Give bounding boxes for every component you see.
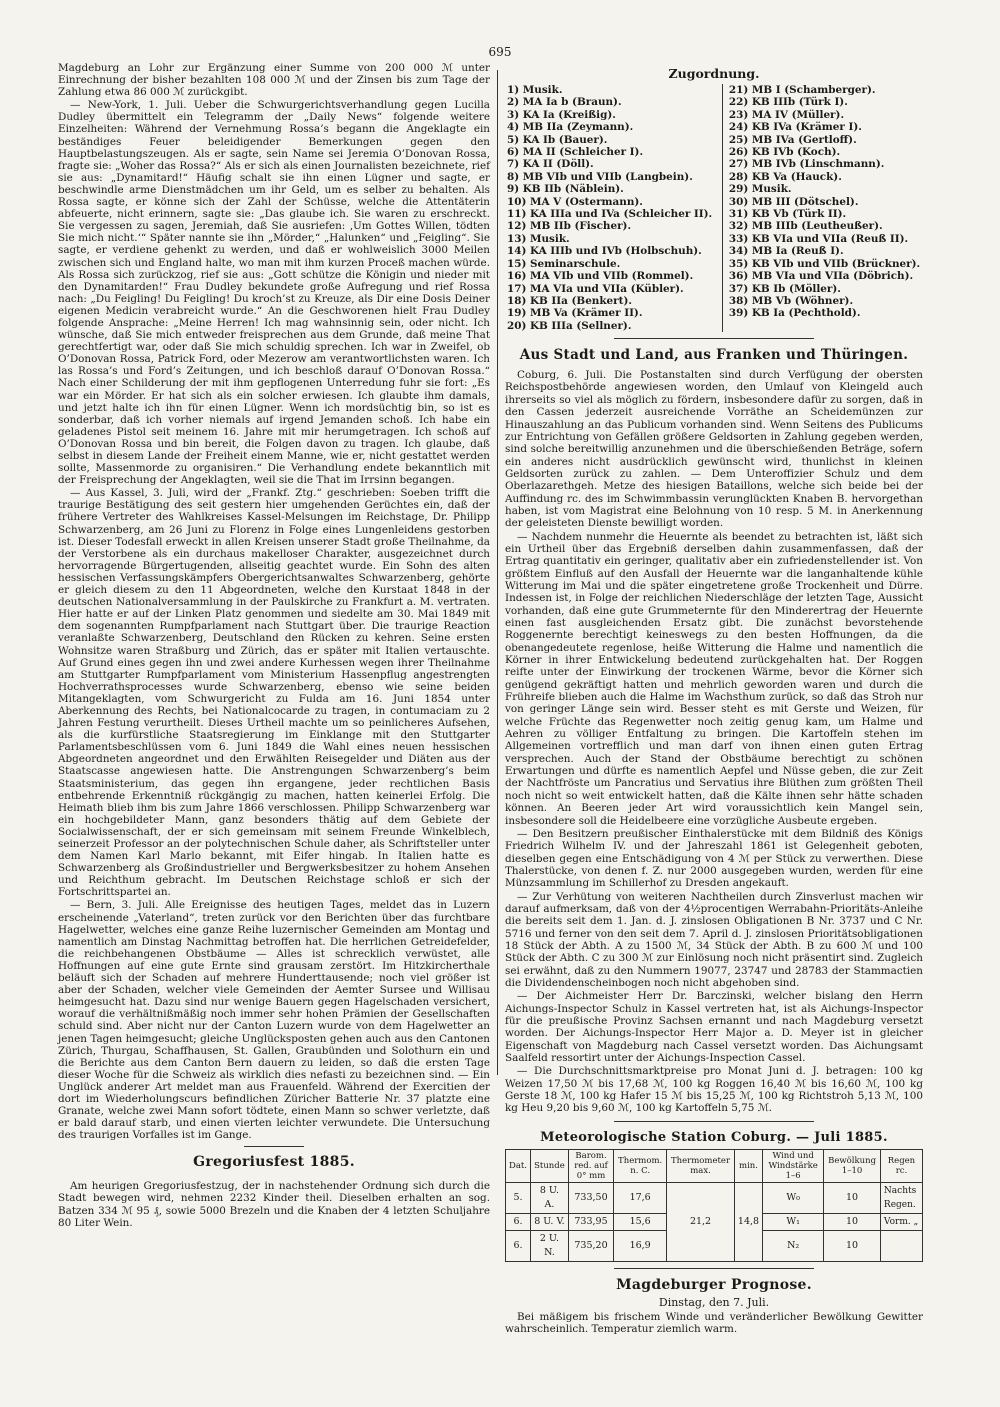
zugordnung-row (505, 96, 923, 108)
weather-cell: N₂ (763, 1230, 824, 1261)
article-thaler: — Den Besitzern preußischer Einthalerstücke mit dem Bildniß des Königs Friedrich Wilhelm IV. und der Jahreszahl 1861 ist Gelegenheit geboten, dieselben gegen eine Entschädigung von 4 ℳ per Stück zu verwerthen. Diese Thalerstücke, von denen f. Z. nur 2000 ausgegeben wurden, werden für eine Münzsammlung im Schillerhof zu Dresden angekauft. (505, 827, 923, 890)
weather-cell: Nachts Regen. (880, 1182, 922, 1213)
zugordnung-row (505, 183, 923, 195)
zugordnung-row (505, 270, 923, 282)
weather-cell: 735,20 (568, 1230, 613, 1261)
weather-cell: Vorm. „ (880, 1213, 922, 1230)
zugordnung-entry: 10) MA V (Ostermann). (505, 196, 722, 208)
zugordnung-entry: 33) KB VIa und VIIa (Reuß II). (728, 232, 909, 245)
zugordnung-row (505, 245, 923, 257)
zugordnung-entry: 9) KB IIb (Näblein). (505, 183, 722, 195)
zugordnung-list (505, 84, 923, 332)
page-number: 695 (488, 45, 512, 59)
article-kassel: — Aus Kassel, 3. Juli, wird der „Frankf. Ztg.“ geschrieben: Soeben trifft die traurige Bestätigung des seit gestern hier umgehenden Gerüchtes ein, daß der frühere Vertreter des Wahlkreises Kassel-Melsungen im Reichstage, Dr. Philipp Schwarzenberg, am 26 Juni zu Florenz in Folge eines Lungenleidens gestorben ist. Dieser Todesfall erweckt in allen Kreisen unserer Stadt große Theilnahme, da der Verstorbene als ein durchaus makelloser Charakter, ausgezeichnet durch hervorragende Bürgertugenden, allseitig geachtet wurde. Ein Sohn des alten hessischen Verfassungskämpfers Obergerichtsanwaltes Schwarzenberg, gehörte er gleich diesem zu den 11 Abgeordneten, welche den Kurstaat 1848 in der deutschen Nationalversammlung in der Paulskirche zu Frankfurt a. M. vertraten. Hier hatte er auf der Linken Platz genommen und siedelte am 30. Mai 1849 mit dem sogenannten Rumpfparlament nach Stuttgart über. Die traurige Reaction veranlaßte Schwarzenberg, Deutschland den Rücken zu kehren. Seine ersten Wohnsitze waren Straßburg und Zürich, das er später mit Italien vertauschte. Auf Grund eines gegen ihn und zwei andere Kurhessen wegen ihrer Theilnahme am Stuttgarter Rumpfparlament vom Ministerium Hassenpflug angestrengten Hochverrathsprocesses wurde Schwarzenberg, ebenso wie seine beiden Mitangeklagten, vom Schwurgericht zu Fulda am 16. Juni 1854 unter Aberkennung des Rechts, bei Nationalcocarde zu tragen, in contumaciam zu 2 Jahren Festung verurtheilt. Dieses Urtheil machte um so peinlicheres Aufsehen, als die kurfürstliche Staatsregierung im Einklange mit den Stuttgarter Parlamentsbeschlüssen vom 6. Juni 1849 die Wahl eines neuen hessischen Abgeordneten angeordnet und den Erwählten Reisegelder und Diäten aus der Staatscasse angewiesen hatte. Die Anstrengungen Schwarzenberg’s beim Staatsministerium, das gegen ihn ergangene, jeder rechtlichen Basis entbehrende Erkenntniß rückgängig zu machen, hatten keinerlei Erfolg. Die Heimath blieb ihm bis zum Jahre 1866 verschlossen. Philipp Schwarzenberg war ein hochgebildeter Mann, ganz besonders thätig auf dem Gebiete der Socialwissenschaft, der er sich gemeinsam mit seinem Freunde Winkelblech, seinerzeit Professor an der polytechnischen Schule daher, als Schriftsteller unter dem Namen Karl Marlo bekannt, mit Eifer hingab. In Italien hatte es Schwarzenberg als Großindustrieller und Bergwerksbesitzer zu hohem Ansehen und Reichthum gebracht. Im Deutschen Reichstage schloß er sich der Fortschrittspartei an. (58, 487, 490, 899)
weather-cell: 10 (824, 1182, 881, 1213)
weather-cell: 16,9 (614, 1230, 667, 1261)
zugordnung-entry: 1) Musik. (505, 84, 722, 96)
article-werrabahn: — Zur Verhütung von weiteren Nachtheilen durch Zinsverlust machen wir darauf aufmerksam, daß von der 4½procentigen Werrabahn-Prioritäts-Anleihe die bereits seit dem 1. Jan. d. J. zinslosen Obligationen B Nr. 3737 und C Nr. 5716 und ferner von den seit dem 7. April d. J. zinslosen Prioritätsobligationen 18 Stück der Abth. A zu 1500 ℳ, 34 Stück der Abth. B zu 600 ℳ und 100 Stück der Abth. C zu 300 ℳ zur Einlösung noch nicht präsentirt sind. Zugleich sei erwähnt, daß zu den Nummern 19077, 23747 und 28783 der Stammactien die Dividendenscheinbogen noch nicht abgehoben sind. (505, 890, 923, 989)
zugordnung-entry: 4) MB IIa (Zeymann). (505, 121, 722, 133)
weather-cell: 17,6 (614, 1182, 667, 1213)
stadt-land-heading: Aus Stadt und Land, aus Franken und Thüringen. (519, 347, 909, 364)
weather-cell: 6. (506, 1213, 531, 1230)
zugordnung-heading: Zugordnung. (668, 66, 760, 81)
zugordnung-row (505, 208, 923, 220)
zugordnung-entry: 26) KB IVb (Koch). (728, 146, 841, 159)
zugordnung-entry: 11) KA IIIa und IVa (Schleicher II). (505, 208, 722, 220)
zugordnung-row (505, 196, 923, 208)
article-heuernte: — Nachdem nunmehr die Heuernte als beendet zu betrachten ist, läßt sich ein Urtheil über das Ergebniß derselben dahin zusammenfassen, daß der Ertrag quantitativ ein geringer, qualitativ aber ein zufriedenstellender ist. Von größtem Einfluß auf den Ausfall der Heuernte war die langanhaltende kühle Witterung im Mai und die später eingetretene große Trockenheit und Dürre. Indessen ist, in Folge der reichlichen Niederschläge der letzten Tage, Aussicht vorhanden, daß eine gute Grummeternte für den Minderertrag der Heuernte einen fast ausgleichenden Ersatz gibt. Die zunächst bevorstehende Roggenernte berechtigt keineswegs zu den besten Hoffnungen, da die obenangedeutete regenlose, heiße Witterung die Halme und namentlich die Körner in ihrer Entwickelung bedeutend zurückgehalten hat. Der Roggen reifte unter der Einwirkung der trockenen Wärme, bevor die Körner sich genügend gekräftigt hatten und mehrlich geworden waren und durch die Frühreife blieben auch die Halme im Wachsthum zurück, so daß das Stroh nur von geringer Länge sein wird. Besser steht es mit Gerste und Weizen, für welche Früchte das Regenwetter noch zeitig genug kam, um Halme und Aehren zu völliger Entfaltung zu bringen. Die Kartoffeln stehen im Allgemeinen vortrefflich und man darf von ihnen einen guten Ertrag versprechen. Auch der Stand der Obstbäume berechtigt zu schönen Erwartungen und dürfte es namentlich Aepfel und Nüsse geben, die zur Zeit der Nachtfröste um Pancratius und Servatius ihre Blüthen zum größten Theil noch nicht so weit entwickelt hatten, daß die Kälte ihnen sehr hätte schaden können. An Beeren jeder Art wird voraussichtlich kein Mangel sein, insbesondere soll die Heidelbeere eine vorzügliche Ausbeute ergeben. (505, 530, 923, 827)
weather-cell: 21,2 (667, 1182, 735, 1261)
weather-row (506, 1182, 923, 1213)
zugordnung-entry: 20) KB IIIa (Sellner). (505, 320, 722, 332)
zugordnung-entry: 24) KB IVa (Krämer I). (728, 121, 862, 134)
zugordnung-entry: 19) MB Va (Krämer II). (505, 307, 722, 319)
zugordnung-entry: 36) MB VIa und VIIa (Döbrich). (728, 270, 914, 283)
weather-heading: Meteorologische Station Coburg. — Juli 1885. (540, 1129, 888, 1145)
weather-cell: 15,6 (614, 1213, 667, 1230)
divider (614, 1268, 814, 1269)
zugordnung-row (505, 295, 923, 307)
weather-cell: W₀ (763, 1182, 824, 1213)
zugordnung-entry: 30) MB III (Dötschel). (728, 195, 859, 208)
right-column (505, 62, 923, 1336)
article-magdeburg-end: Magdeburg an Lohr zur Ergänzung einer Summe von 200 000 ℳ unter Einrechnung der bisher bezahlten 108 000 ℳ und der Zinsen bis zum Tage der Zahlung etwa 86 000 ℳ zurückgibt. (58, 62, 490, 99)
zugordnung-row (505, 121, 923, 133)
prognose-text: Bei mäßigem bis frischem Winde und veränderlicher Bewölkung Gewitter wahrscheinlich. Temperatur ziemlich warm. (505, 1310, 923, 1335)
weather-cell: 5. (506, 1182, 531, 1213)
zugordnung-entry: 18) KB IIa (Benkert). (505, 295, 722, 307)
zugordnung-entry: 8) MB VIb und VIIb (Langbein). (505, 171, 722, 183)
weather-table (505, 1149, 923, 1262)
zugordnung-entry: 34) MB Ia (Reuß I). (728, 245, 844, 258)
zugordnung-entry: 38) MB Vb (Wöhner). (728, 294, 854, 307)
zugordnung-entry: 17) MA VIa und VIIa (Kübler). (505, 283, 722, 295)
zugordnung-entry: 31) KB Vb (Türk II). (728, 208, 847, 221)
zugordnung-entry: 25) MB IVa (Gertloff). (728, 133, 857, 146)
divider (614, 338, 814, 339)
zugordnung-entry: 39) KB Ia (Pechthold). (728, 307, 861, 320)
weather-cell: 6. (506, 1230, 531, 1261)
zugordnung-entry: 22) KB IIIb (Türk I). (728, 96, 848, 109)
zugordnung-entry: 2) MA Ia b (Braun). (505, 96, 722, 108)
zugordnung-row (505, 171, 923, 183)
divider (244, 1146, 304, 1147)
zugordnung-entry: 29) Musik. (728, 183, 792, 196)
weather-header: Dat. (506, 1149, 531, 1182)
zugordnung-entry: 23) MA IV (Müller). (728, 108, 845, 121)
prognose-date: Dinstag, den 7. Juli. (658, 1295, 770, 1309)
divider (614, 1121, 814, 1122)
zugordnung-row (505, 134, 923, 146)
article-new-york: — New-York, 1. Juli. Ueber die Schwurgerichtsverhandlung gegen Lucilla Dudley übermittelt ein Telegramm der „Daily News“ folgende weitere Einzelheiten: Während der Vernehmung Rossa’s begann die Angeklagte ein beständiges Feuer beleidigender Bemerkungen gegen den Hauptbelastungszeugen. Als er sagte, sein Name sei Jeremia O’Donovan Rossa, fragte sie: „Woher das Rossa?“ Als er sich als einen Journalisten bezeichnete, rief sie aus: „Dynamitard!“ Häufig schalt sie ihn einen Lügner und sagte, er beschwindle arme Dienstmädchen um ihr Geld, um es selber zu behalten. Als Rossa sagte, er könne sich der Zahl der Schüsse, welche die Attentäterin abfeuerte, nicht erinnern, sagte sie: „Das glaube ich. Sie waren zu erschreckt. Sie vergessen zu sagen, Jeremiah, daß Sie ausriefen: ‚Um Gottes Willen, tödten Sie mich nicht.‘“ Später nannte sie ihn „Mörder,“ „Halunken“ und „Feigling“. Sie sagte, er verdiene gehenkt zu werden, und daß er wohlweislich 3000 Meilen zwischen sich und England halte, wo man mit ihm kurzen Proceß machen würde. Als Rossa sich zurückzog, rief sie aus: „Gott schütze die Königin und nieder mit den Dynamitarden!“ Frau Dudley bekundete große Aufregung und rief Rossa nach: „Du Feigling! Du Feigling! Du kroch’st zu Kreuze, als Dir eine Dosis Deiner eigenen Medicin verabreicht wurde.“ An die Geschworenen hielt Frau Dudley folgende Ansprache: „Meine Herren! Ich mag wahnsinnig sein, oder nicht. Ich wünsche, daß Sie mich entweder freisprechen aus dem Grunde, daß meine That gerechtfertigt war, oder daß Sie mich schuldig sprechen. Ich war in Zweifel, ob O’Donovan Rossa, Patrick Ford, oder Mezerow am verantwortlichsten waren. Ich las Rossa’s und Ford’s Zeitungen, und ich beschloß darauf O’Donovan Rossa.“ Nach einer Schilderung der mit ihm gepflogenen Unterredung fuhr sie fort: „Es war ein Mörder. Er hat sich als ein solcher erwiesen. Ich glaubte ihm damals, und jetzt halte ich ihn für einen Lügner. Wenn ich mordsüchtig bin, so ist es sonderbar, daß ich vorher niemals auf irgend Jemanden schoß. Ich habe ein geladenes Pistol seit meinem 16. Jahre mit mir herumgetragen. Ich schoß auf O’Donovan Rossa und bin bereit, die Folgen davon zu tragen. Ich glaube, daß selbst in diesem Lande der Freiheit einem Manne, wie er, nicht gestattet werden sollte, Massenmorde zu organisiren.“ Die Verhandlung endete bekanntlich mit der Freisprechung der Angeklagten, weil sie die That im Irrsinn begangen. (58, 99, 490, 487)
zugordnung-row (505, 146, 923, 158)
weather-cell: 10 (824, 1213, 881, 1230)
weather-cell: 14,8 (734, 1182, 762, 1261)
zugordnung-entry: 7) KA II (Döll). (505, 158, 722, 170)
zugordnung-entry: 14) KA IIIb und IVb (Holbschuh). (505, 245, 722, 257)
zugordnung-row (505, 320, 923, 332)
zugordnung-entry: 32) MB IIIb (Leutheußer). (728, 220, 883, 233)
article-coburg: Coburg, 6. Juli. Die Postanstalten sind durch Verfügung der obersten Reichspostbehörde angewiesen worden, den Umlauf von Kleingeld auch ihrerseits so viel als möglich zu fördern, insbesondere dafür zu sorgen, daß in den Cassen jederzeit ausreichende Vorräthe an Scheidemünzen zur Hinauszahlung an das Publicum vorhanden sind. Wenn Seitens des Publicums zur Entrichtung von Gefällen größere Geldsorten in Zahlung gegeben werden, sind solche bereitwillig anzunehmen und die überschießenden Beträge, sofern ein anderes nicht ausdrücklich gewünscht wird, thunlichst in kleinen Geldsorten zurück zu zahlen. — Dem Unteroffizier Schulz und dem Oberlazarethgeh. Metze des hiesigen Bataillons, welche sich beide bei der Auffindung rc. des im Schwimmbassin verunglückten Knaben B. hervorgethan haben, ist vom Magistrat eine Belohnung von 10 resp. 5 M. in Anerkennung der geleisteten Dienste bewilligt worden. (505, 369, 923, 530)
zugordnung-entry: 28) KB Va (Hauck). (728, 170, 842, 183)
zugordnung-row (505, 233, 923, 245)
zugordnung-entry: 6) MA II (Schleicher I). (505, 146, 722, 158)
weather-cell: 8 U. V. (531, 1213, 569, 1230)
weather-header: min. (734, 1149, 762, 1182)
zugordnung-entry: 16) MA VIb und VIIb (Rommel). (505, 270, 722, 282)
zugordnung-entry: 15) Seminarschule. (505, 258, 722, 270)
article-aichung: — Der Aichmeister Herr Dr. Barczinski, welcher bislang den Herrn Aichungs-Inspector Schulz in Kassel vertreten hat, ist als Aichungs-Inspector für die preußische Provinz Sachsen ernannt und nach Magdeburg versetzt worden. Der Aichungs-Inspector Herr Major a. D. Meyer ist in gleicher Eigenschaft von Magdeburg nach Cassel versetzt worden. Das Aichungsamt Saalfeld ressortirt unter der Aichungs-Inspection Cassel. (505, 990, 923, 1065)
weather-cell: W₁ (763, 1213, 824, 1230)
weather-header: Bewölkung 1–10 (824, 1149, 881, 1182)
weather-header: Wind und Windstärke 1–6 (763, 1149, 824, 1182)
weather-header: Thermom. n. C. (614, 1149, 667, 1182)
weather-header: Thermometer max. (667, 1149, 735, 1182)
zugordnung-entry (722, 320, 923, 332)
zugordnung-row (505, 84, 923, 96)
zugordnung-entry: 27) MB IVb (Linschmann). (728, 158, 885, 171)
zugordnung-entry: 12) MB IIb (Fischer). (505, 220, 722, 232)
weather-cell: 733,95 (568, 1213, 613, 1230)
weather-cell: 10 (824, 1230, 881, 1261)
zugordnung-row (505, 258, 923, 270)
weather-cell: 733,50 (568, 1182, 613, 1213)
weather-cell: 8 U. A. (531, 1182, 569, 1213)
zugordnung-entry: 21) MB I (Schamberger). (728, 84, 876, 96)
zugordnung-entry: 3) KA Ia (Kreißig). (505, 109, 722, 121)
left-column (58, 62, 490, 1230)
article-marktpreise: — Die Durchschnittsmarktpreise pro Monat Juni d. J. betragen: 100 kg Weizen 17,50 ℳ bis 17,68 ℳ, 100 kg Roggen 16,40 ℳ bis 16,60 ℳ, 100 kg Gerste 18 ℳ, 100 kg Hafer 15 ℳ bis 15,25 ℳ, 100 kg Richtstroh 5,13 ℳ, 100 kg Heu 9,20 bis 9,60 ℳ, 100 kg Kartoffeln 5,75 ℳ. (505, 1065, 923, 1115)
zugordnung-row (505, 109, 923, 121)
zugordnung-entry: 35) KB VIb und VIIb (Brückner). (728, 257, 921, 270)
article-bern: — Bern, 3. Juli. Alle Ereignisse des heutigen Tages, meldet das in Luzern erscheinende „Vaterland“, treten zurück vor den Berichten über das furchtbare Hagelwetter, welches eine ganze Reihe luzernischer Gemeinden am Montag und namentlich am Dinstag Nachmittag betroffen hat. Die herrlichen Getreidefelder, die reichbehangenen Obstbäume — Alles ist schrecklich verwüstet, alle Hoffnungen auf eine gute Ernte sind grausam zerstört. Im Hitzkircherthale beläuft sich der Schaden auf mehrere Hunderttausende; noch viel größer ist aber der Schaden, welcher viele Gemeinden der Aemter Sursee und Willisau heimgesucht hat. Dazu sind nur wenige Bauern gegen Hagelschaden versichert, worauf die verhältnißmäßig noch immer sehr hohen Prämien der Gesellschaften schuld sind. Aber nicht nur der Canton Luzern wurde von dem Hagelwetter an jenen Tagen heimgesucht; gleiche Unglücksposten gehen auch aus den Cantonen Zürich, Thurgau, Schaffhausen, St. Gallen, Graubünden und Solothurn ein und die Berichte aus dem Canton Bern dauern zu leiden, so daß die ersten Tage dieser Woche für die Schweiz als wirklich dies nefasti zu bezeichnen sind. — Ein Unglück anderer Art meldet man aus Frauenfeld. Während der Exercitien der dort im Wiederholungscurs befindlichen Züricher Batterie Nr. 37 platzte eine Granate, welche zwei Mann sofort tödtete, einen Mann so schwer verletzte, daß er bald darauf starb, und einen vierten leichter verwundete. Die Untersuchung des traurigen Vorfalles ist im Gange. (58, 899, 490, 1142)
weather-header: Regen rc. (880, 1149, 922, 1182)
zugordnung-row (505, 220, 923, 232)
prognose-heading: Magdeburger Prognose. (616, 1276, 812, 1293)
weather-cell (880, 1230, 922, 1261)
weather-header: Stunde (531, 1149, 569, 1182)
zugordnung-entry: 13) Musik. (505, 233, 722, 245)
zugordnung-entry: 5) KA Ib (Bauer). (505, 134, 722, 146)
gregor-heading: Gregoriusfest 1885. (193, 1154, 355, 1171)
zugordnung-row (505, 158, 923, 170)
gregor-text: Am heurigen Gregoriusfestzug, der in nachstehender Ordnung sich durch die Stadt bewegen wird, nehmen 2232 Kinder theil. Dieselben erhalten an sog. Batzen 334 ℳ 95 ₰, sowie 5000 Brezeln und die Knaben der 4 letzten Schuljahre 80 Liter Wein. (58, 1180, 490, 1229)
zugordnung-row (505, 307, 923, 319)
zugordnung-row (505, 283, 923, 295)
zugordnung-entry: 37) KB Ib (Möller). (728, 282, 841, 295)
weather-header: Barom. red. auf 0° mm (568, 1149, 613, 1182)
column-divider (497, 70, 498, 1075)
weather-cell: 2 U. N. (531, 1230, 569, 1261)
